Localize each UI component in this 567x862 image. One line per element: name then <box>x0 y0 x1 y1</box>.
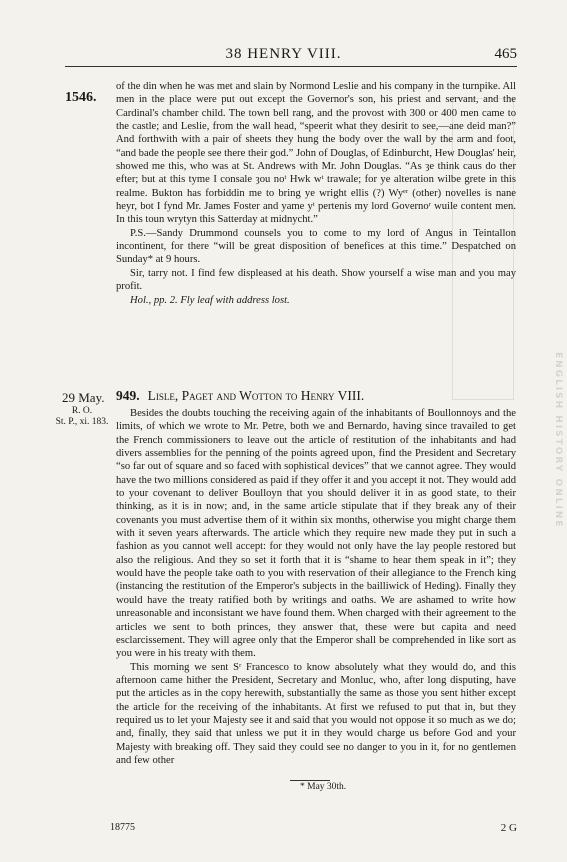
continuation-text <box>116 80 516 307</box>
footnote-rule <box>290 780 330 781</box>
entry-reference-2: St. P., xi. 183. <box>55 417 109 427</box>
year-marginal: 1546. <box>65 90 97 105</box>
continuation-paragraph: of the din when he was met and slain by Normond Leslie and his company in the turnpike. All men in the place were put out except the Governor's son, his priest and servant, and the Cardinal's chamber child. The town bell rang, and the provost with 300 or 400 men came to the castle; and Leslie, from the wall head, “speerit what they desirit to see,—ane deid man?” And forthwith with a pair of sheets they hung the body over the wall by the arm and foot, “and bade the people see there their god.” John of Douglas, of Edinburcht, Hew Douglas' heir, showed me this, who was at St. Andrews with Mr. John Douglas. “As ȝe think caus do ther efter; but at this tyme I consale ȝou noᵗ Hwk wᵗ trawale; for ye alteration wilbe grete in this realme. Bukton has forbiddin me to bring ye wright ellis (?) Wyᵉʳ (other) novelles is nane heyr, bot I fynd Mr. James Foster and yame yᵗ pertenis my lord Governoʳ wuile content men. In this toun wrytyn this Satterday at midnycht.” <box>116 81 516 226</box>
page-number: 465 <box>494 46 517 62</box>
signature-mark: 2 G <box>500 822 517 834</box>
entry-paragraph-1: Besides the doubts touching the receiving again of the inhabitants of Boullonnoys and the limits, of which we wrote to Mr. Petre, both we and Bernardo, having since travailed to get the French commissioners to leave out the article of restitution of the inhabitants and had divers assemblies for the penning of the points agreed upon, find the President and Secretary “so far out of square and so faced with sophistical devices” that we cannot agree. They would have the two millions considered as paid if they offer it and you accept it not. They would add to your covenant to deliver Boulloyn that you should deliver it in as good state, to their thinking, as it is in now; and, in the same article stipulate that if they break any of their covenants you must advertise them of it within six months, otherwise you might charge them with it seven years afterwards. The article which they require new made they put in such a fashion as you cannot well accept: for they would not only have the lay people restored but also the religious. And they so set it forth that it is “shame to hear them speak in it”; they would have the people take oath to you with reservation of their allegiance to the French king (instancing the restitution of the Emperor's subjects in the bailliwick of Heding). Finally they would have the treaty ratified both by writings and oaths. We are ashamed to write how unreasonable and inconsistant we have found them. When charged with their agreement to the articles we sent to both princes, they answer that, these were but capita and need esclarcissement. They will agree only that the Emperor shall be comprehended in like sort as you were in his treaty with them. <box>116 408 516 660</box>
header-rule <box>65 66 517 67</box>
source-note: Hol., pp. 2. Fly leaf with address lost. <box>130 294 290 306</box>
printer-mark: 18775 <box>110 822 135 833</box>
postscript-paragraph: P.S.—Sandy Drummond counsels you to come to my lord of Angus in Teintallon incontinent, for there “will be great disposition of benefices at this time.” Despatched on Sunday* at 9 hours. <box>116 227 516 266</box>
entry-reference <box>52 406 112 428</box>
entry-paragraph-2: This morning we sent Sʳ Francesco to know absolutely what they would do, and this afternoon came hither the President, Secretary and Monluc, who, after long disputing, have put the articles as in the copy herewith, substantially the same as those you sent hither except the article for the receiving of the inhabitants. At first we refused to put that in, but they required us to let your Majesty see it and said that you would not oppose it so much as we do; and, finally, they said that unless we put it in they would charge us before God and your Majesty with breaking off. They said they could see no danger to you in it, for no gentlemen and few other <box>116 661 516 766</box>
entry-heading <box>116 388 364 404</box>
watermark-stamp: ENGLISH HISTORY ONLINE <box>553 351 563 529</box>
entry-date: 29 May. <box>62 390 105 405</box>
running-header-title: 38 HENRY VIII. <box>225 46 342 62</box>
entry-number: 949. <box>116 388 140 403</box>
footnote: * May 30th. <box>300 782 347 792</box>
entry-reference-1: R. O. <box>71 406 93 416</box>
entry-title: Lisle, Paget and Wotton to Henry VIII. <box>147 388 365 403</box>
closing-paragraph: Sir, tarry not. I find few displeased at his death. Show yourself a wise man and you may profit. <box>116 267 516 293</box>
entry-text <box>116 407 516 767</box>
